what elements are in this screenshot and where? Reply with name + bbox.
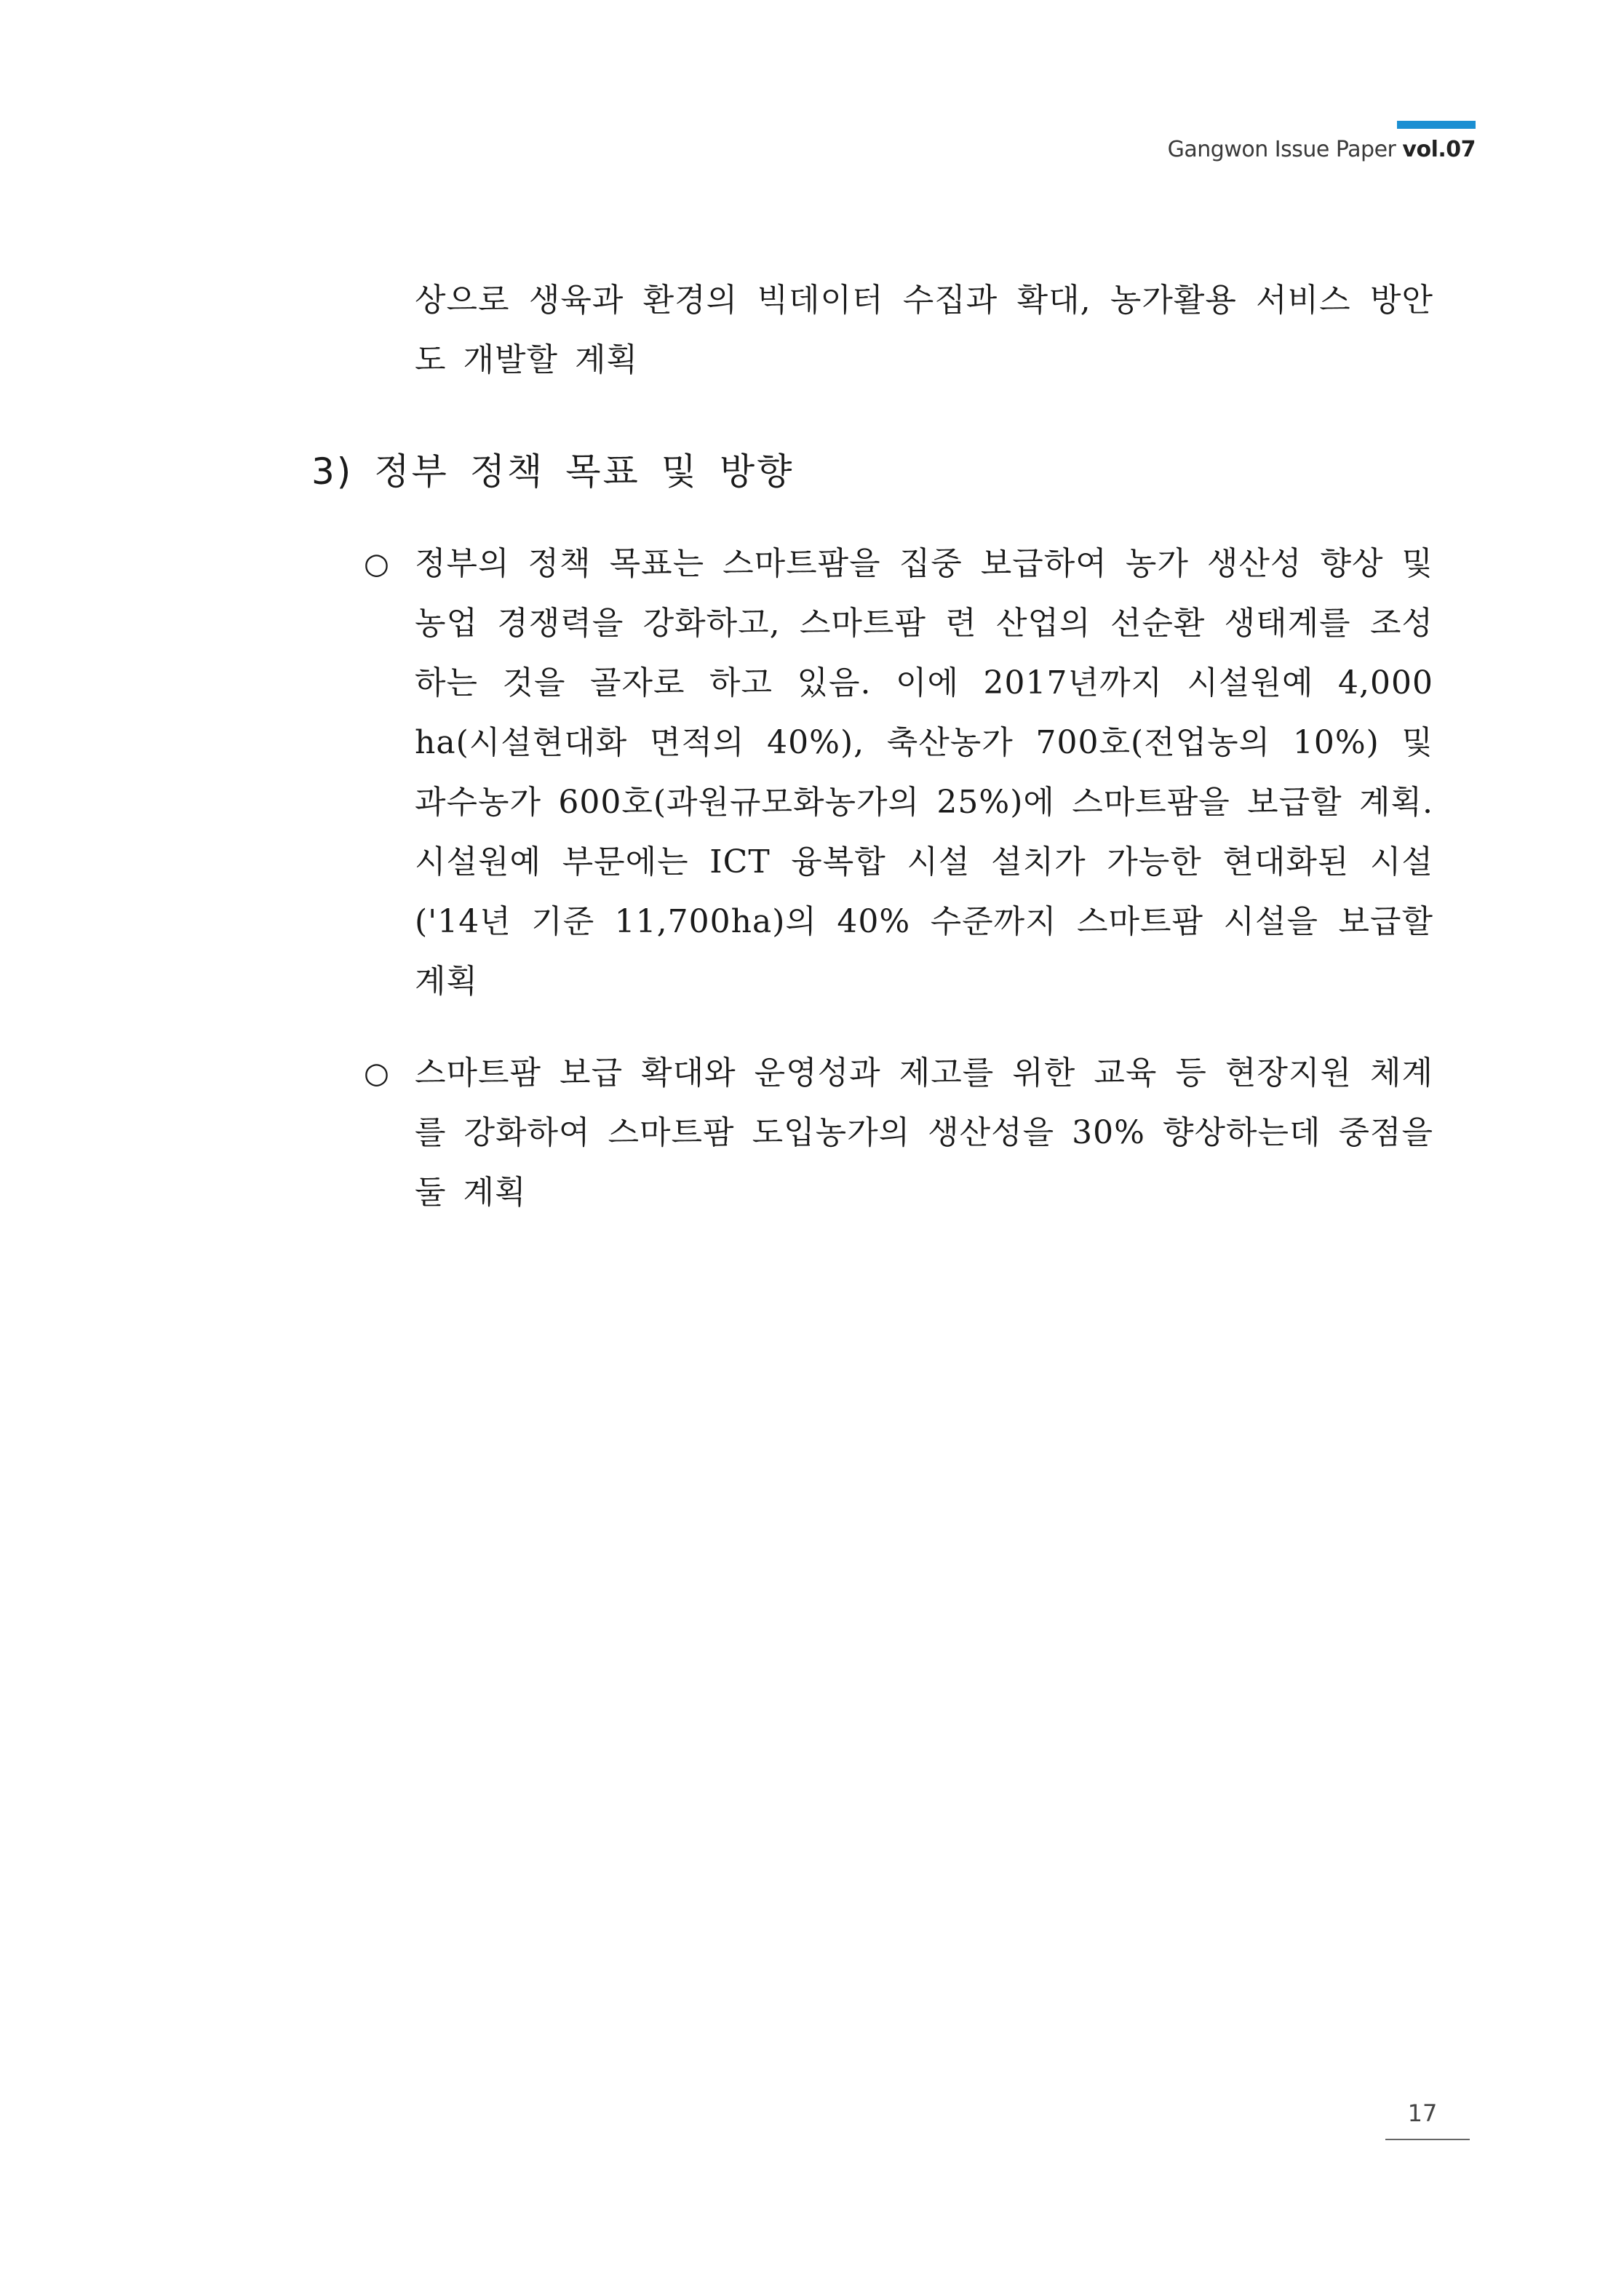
circle-bullet-icon: ○ <box>364 547 389 581</box>
continuation-paragraph: 상으로 생육과 환경의 빅데이터 수집과 확대, 농가활용 서비스 방안도 개발할 계획 <box>415 282 1433 378</box>
bullet-text: 정부의 정책 목표는 스마트팜을 집중 보급하여 농가 생산성 향상 및 농업 경쟁력을 강화하고, 스마트팜 련 산업의 선순환 생태계를 조성하는 것을 골자로 하고 있음. 이에 2017년까지 시설원예 4,000 ha(시설현대화 면적의 40%), 축산농가 700호(전업농의 10%) 및 과수농가 600호(과원규모화농가의 25%)에 스마트팜을 보급할 계획. 시설원예 부문에는 ICT 융복합 시설 설치가 가능한 현대화된 시설('14년 기준 11,700ha)의 40% 수준까지 스마트팜 시설을 보급할 계획 <box>415 545 1433 1000</box>
publication-title: Gangwon Issue Paper <box>1167 137 1396 162</box>
volume-label: vol.07 <box>1402 137 1476 162</box>
bullet-text: 스마트팜 보급 확대와 운영성과 제고를 위한 교육 등 현장지원 체계를 강화하여 스마트팜 도입농가의 생산성을 30% 향상하는데 중점을 둘 계획 <box>415 1054 1433 1211</box>
section-heading: 3) 정부 정책 목표 및 방향 <box>311 450 795 493</box>
page-number: 17 <box>1407 2099 1438 2127</box>
running-header <box>1168 137 1476 162</box>
header-accent-bar <box>1397 121 1476 129</box>
circle-bullet-icon: ○ <box>364 1057 389 1090</box>
page-number-rule <box>1385 2139 1470 2140</box>
